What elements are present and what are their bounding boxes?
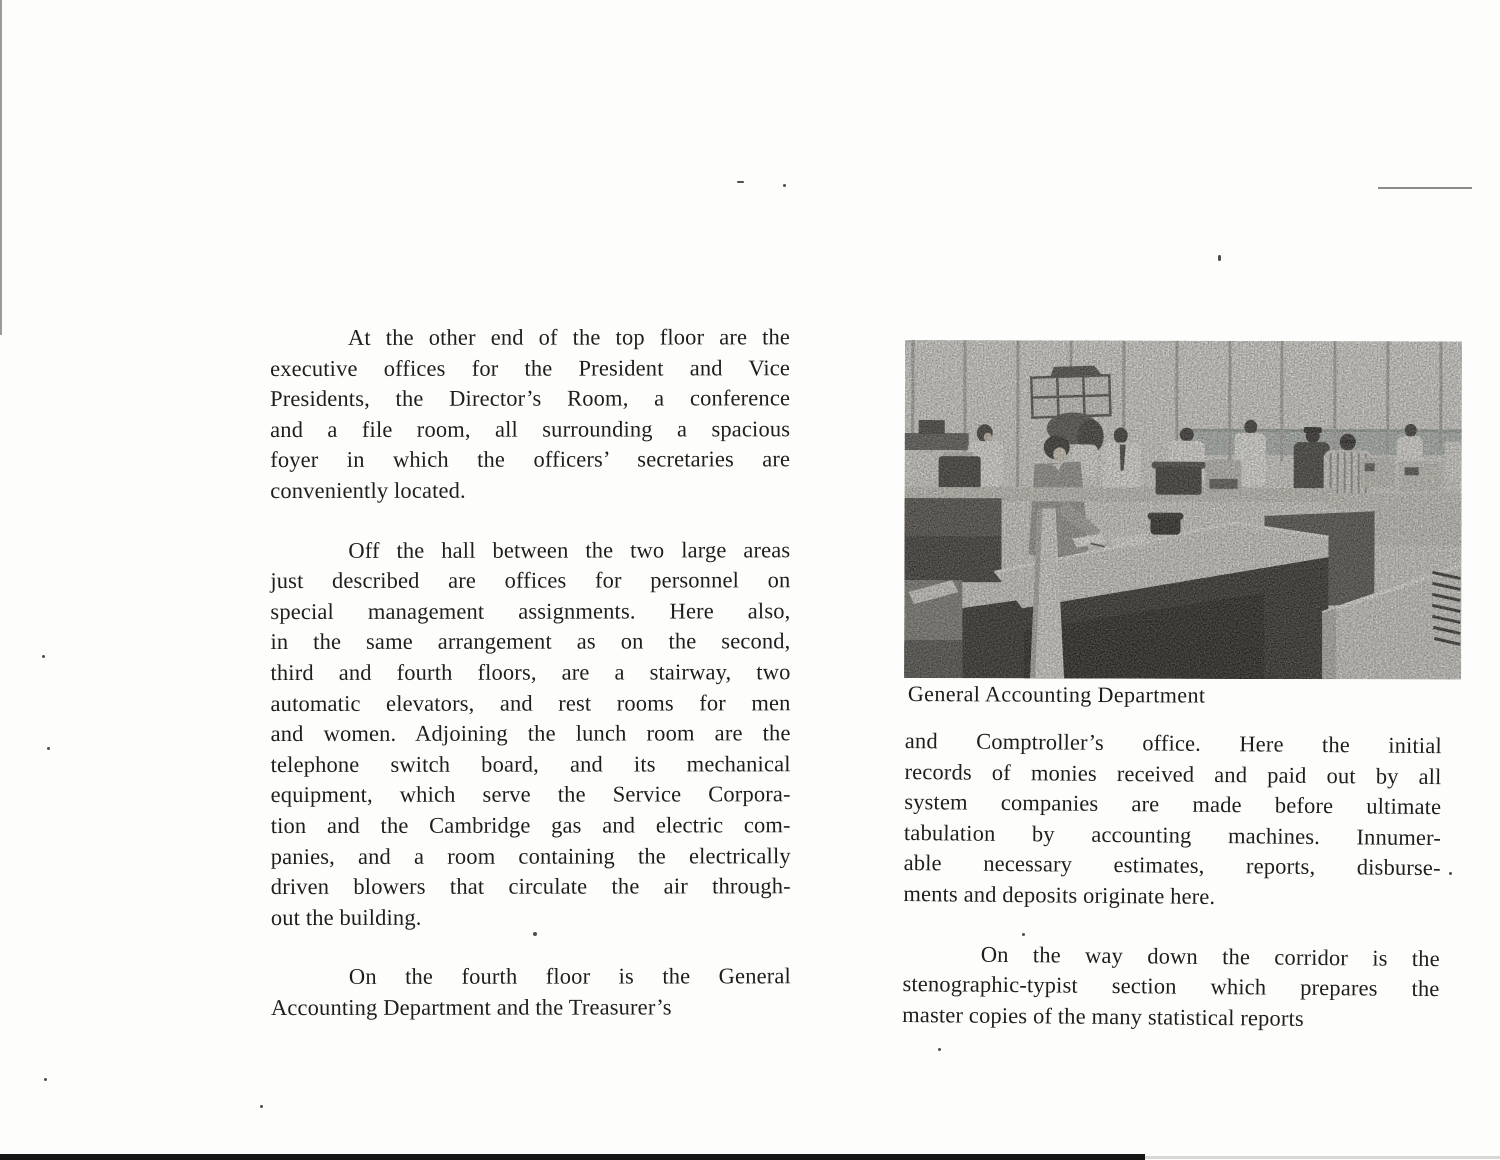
text-line: able necessary estimates, reports, disburse- bbox=[903, 850, 1441, 881]
scan-speck bbox=[44, 1078, 47, 1081]
text-line: At the other end of the top floor are the bbox=[348, 324, 791, 350]
text-line: master copies of the many statistical reports bbox=[902, 1001, 1304, 1031]
scan-rule-artifact bbox=[1378, 187, 1472, 189]
scan-speck bbox=[938, 1048, 941, 1051]
text-line: automatic elevators, and rest rooms for men bbox=[270, 689, 791, 716]
text-line: foyer in which the officers’ secretaries are bbox=[270, 446, 791, 473]
photo-grain bbox=[904, 340, 1462, 679]
paragraph bbox=[270, 535, 791, 933]
scan-speck bbox=[47, 747, 50, 750]
scan-speck bbox=[42, 655, 45, 658]
photo-general-accounting bbox=[904, 340, 1462, 679]
text-line: ments and deposits originate here. bbox=[903, 880, 1216, 909]
scan-speck bbox=[260, 1105, 263, 1108]
text-line: On the way down the corridor is the bbox=[980, 941, 1440, 971]
text-line: stenographic-typist section which prepares the bbox=[902, 971, 1440, 1002]
text-line: out the building. bbox=[270, 904, 422, 930]
scan-edge-bar bbox=[0, 1154, 1145, 1160]
scan-edge-bar-faint bbox=[1145, 1156, 1500, 1159]
scan-speck bbox=[533, 932, 537, 936]
text-line: records of monies received and paid out by all bbox=[904, 758, 1442, 789]
text-line: tion and the Cambridge gas and electric com- bbox=[270, 812, 791, 838]
text-line: driven blowers that circulate the air through- bbox=[270, 873, 791, 900]
text-line: executive offices for the President and Vice bbox=[270, 354, 791, 381]
scan-speck bbox=[783, 184, 786, 187]
text-line: just described are offices for personnel on bbox=[270, 567, 791, 594]
photo-caption: General Accounting Department bbox=[907, 681, 1206, 708]
text-line: conveniently located. bbox=[270, 477, 466, 503]
paragraph bbox=[902, 939, 1440, 1036]
text-line: Presidents, the Director’s Room, a conference bbox=[270, 385, 791, 412]
office-photo-illustration bbox=[904, 340, 1462, 679]
scan-speck bbox=[737, 181, 744, 183]
text-line: and Comptroller’s office. Here the initial bbox=[904, 727, 1442, 759]
text-line: and a file room, all surrounding a spacious bbox=[270, 416, 791, 442]
text-line: tabulation by accounting machines. Innumer- bbox=[903, 819, 1442, 850]
scan-edge-left bbox=[0, 0, 2, 335]
text-line: telephone switch board, and its mechanical bbox=[270, 750, 791, 777]
scan-speck bbox=[1449, 872, 1452, 875]
text-line: system companies are made before ultimate bbox=[904, 789, 1442, 820]
text-line: special management assignments. Here also, bbox=[270, 598, 791, 624]
text-line: in the same arrangement as on the second, bbox=[270, 628, 791, 655]
right-text-column bbox=[902, 726, 1442, 1035]
text-line: panies, and a room containing the electrically bbox=[270, 842, 791, 869]
scan-speck bbox=[1022, 933, 1025, 936]
paragraph bbox=[271, 962, 791, 1024]
text-line: Accounting Department and the Treasurer’s bbox=[270, 994, 672, 1020]
text-line: Off the hall between the two large areas bbox=[348, 536, 791, 563]
text-line: third and fourth floors, are a stairway, two bbox=[270, 659, 791, 685]
left-text-column bbox=[270, 322, 791, 1023]
paragraph bbox=[270, 322, 790, 506]
text-line: On the fourth floor is the General bbox=[348, 963, 791, 990]
scan-speck bbox=[1218, 255, 1221, 261]
text-line: equipment, which serve the Service Corpora- bbox=[270, 781, 791, 808]
paragraph bbox=[903, 726, 1442, 915]
text-line: and women. Adjoining the lunch room are the bbox=[270, 720, 791, 747]
